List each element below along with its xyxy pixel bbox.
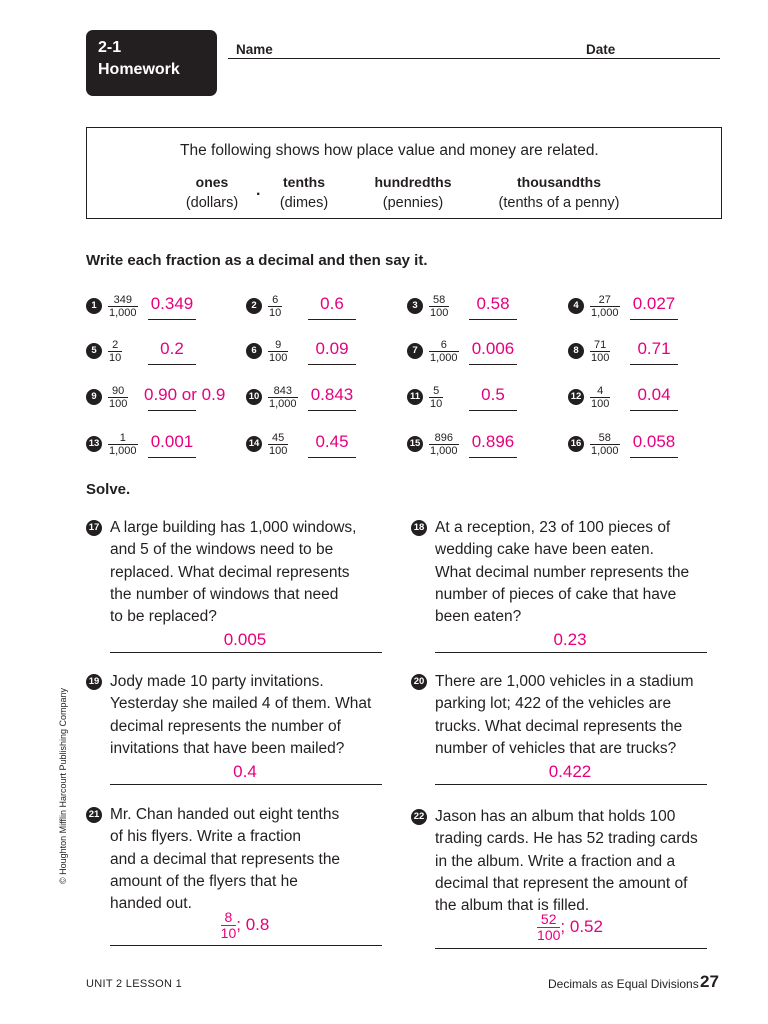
fraction-denominator: 10	[430, 398, 443, 410]
fraction-denominator: 10	[109, 352, 122, 364]
place-value-intro: The following shows how place value and money are related.	[180, 142, 599, 159]
problem-answer: 0.23	[553, 630, 587, 649]
fraction-numerator: 349	[113, 294, 132, 306]
answer-line	[308, 364, 356, 365]
exercise-answer: 0.349	[150, 294, 194, 313]
fraction-denominator: 100	[269, 352, 288, 364]
problem-text	[110, 671, 371, 760]
problem-number-badge: 19	[86, 674, 102, 690]
answer-line	[148, 410, 196, 411]
problem-text-line: and 5 of the windows need to be	[110, 541, 334, 559]
answer-line	[110, 945, 382, 946]
exercise-fraction	[429, 294, 449, 319]
fraction-denominator: 100	[537, 927, 561, 943]
answer-line	[630, 410, 678, 411]
problem-text-line: Yesterday she mailed 4 of them. What	[110, 695, 372, 713]
pv-sub: (dimes)	[279, 195, 329, 211]
exercise-number-badge: 9	[86, 389, 102, 405]
answer-line	[308, 457, 356, 458]
fraction-denominator: 1,000	[430, 352, 458, 364]
exercise-fraction	[268, 432, 288, 457]
problem-text-line: What decimal number represents the	[435, 563, 690, 581]
exercise-number-badge: 4	[568, 298, 584, 314]
exercise-fraction	[590, 385, 610, 410]
problem-text-line: At a reception, 23 of 100 pieces of	[435, 519, 671, 536]
answer-line	[469, 319, 517, 320]
exercise-answer: 0.058	[632, 432, 676, 451]
solve-label: Solve.	[86, 481, 131, 498]
problem-number-badge: 18	[411, 520, 427, 536]
answer-line	[148, 364, 196, 365]
fraction-numerator: 2	[112, 339, 119, 351]
exercise-number-badge: 15	[407, 436, 423, 452]
answer-line	[148, 457, 196, 458]
fraction-denominator: 100	[269, 445, 288, 457]
problem-number-badge: 17	[86, 520, 102, 536]
decimal-point: .	[256, 182, 261, 199]
exercise-fraction	[590, 339, 610, 364]
exercise-number-badge: 2	[246, 298, 262, 314]
pv-head: thousandths	[517, 174, 601, 190]
pv-column-hundredths	[338, 172, 488, 213]
pv-head: hundredths	[374, 174, 452, 190]
problem-text-line: trucks. What decimal represents the	[435, 717, 683, 735]
fraction-denominator: 1,000	[109, 445, 137, 457]
problem-answer	[435, 912, 705, 943]
problem-text-line: in the album. Write a fraction and a	[435, 852, 676, 870]
fraction-denominator: 100	[109, 398, 128, 410]
answer-line	[308, 319, 356, 320]
fraction-denominator: 100	[430, 307, 449, 319]
answer-line	[110, 652, 382, 653]
exercise-number-badge: 10	[246, 389, 262, 405]
problem-text-line: A large building has 1,000 windows,	[110, 519, 357, 536]
answer-line	[435, 652, 707, 653]
pv-column-thousandths	[484, 172, 634, 213]
exercise-answer: 0.90 or 0.9	[144, 385, 226, 404]
fraction-denominator: 1,000	[109, 307, 137, 319]
exercise-answer: 0.04	[637, 385, 671, 404]
pv-head: ones	[195, 174, 229, 190]
problem-number-badge: 22	[411, 809, 427, 825]
exercise-number-badge: 12	[568, 389, 584, 405]
exercise-fraction	[108, 432, 138, 457]
exercise-answer: 0.027	[632, 294, 676, 313]
exercise-answer: 0.45	[315, 432, 349, 451]
pv-sub: (tenths of a penny)	[498, 195, 620, 211]
problem-text-line: parking lot; 422 of the vehicles are	[435, 695, 672, 713]
problem-text-line: handed out.	[110, 895, 192, 913]
answer-line	[435, 948, 707, 949]
exercise-answer: 0.006	[471, 339, 515, 358]
answer-line	[630, 364, 678, 365]
problem-text-line: There are 1,000 vehicles in a stadium	[435, 673, 694, 690]
exercise-answer: 0.09	[315, 339, 349, 358]
problem-text-line: decimal represents the number of	[110, 717, 341, 735]
exercise-fraction	[108, 339, 122, 364]
pv-sub: (pennies)	[382, 195, 444, 211]
exercise-answer: 0.6	[320, 294, 344, 313]
exercise-fraction	[429, 339, 459, 364]
problem-text-line: been eaten?	[435, 608, 522, 626]
exercise-fraction	[429, 385, 443, 410]
problem-text-line: trading cards. He has 52 trading cards	[435, 830, 698, 848]
fraction-numerator: 6	[272, 294, 279, 306]
problem-text-line: decimal that represent the amount of	[435, 874, 688, 892]
problem-answer: 0.005	[223, 630, 267, 649]
problem-text	[110, 517, 356, 628]
page-number: 27	[700, 972, 719, 991]
answer-line	[148, 319, 196, 320]
fraction-numerator: 5	[433, 385, 440, 397]
problem-text	[435, 671, 693, 760]
fraction-numerator: 1	[119, 432, 126, 444]
exercise-answer: 0.896	[471, 432, 515, 451]
exercise-number-badge: 16	[568, 436, 584, 452]
exercise-number-badge: 11	[407, 389, 423, 405]
problem-text-line: the album that is filled.	[435, 897, 590, 915]
exercise-fraction	[108, 294, 138, 319]
fraction-denominator: 10	[269, 307, 282, 319]
exercise-number-badge: 13	[86, 436, 102, 452]
answer-line	[630, 457, 678, 458]
exercise-fraction	[268, 385, 298, 410]
answer-line	[308, 410, 356, 411]
problem-answer	[110, 910, 380, 941]
answer-separator: ;	[236, 914, 241, 934]
answer-decimal: 0.52	[569, 916, 603, 936]
fraction-numerator: 52	[540, 911, 557, 927]
exercise-answer: 0.843	[310, 385, 354, 404]
problem-number-badge: 20	[411, 674, 427, 690]
answer-line	[469, 410, 517, 411]
answer-line	[630, 319, 678, 320]
lesson-number: 2-1	[98, 39, 122, 56]
problem-text-line: invitations that have been mailed?	[110, 739, 345, 757]
exercise-answer: 0.2	[160, 339, 184, 358]
fraction-numerator: 9	[275, 339, 282, 351]
footer-title: Decimals as Equal Divisions	[548, 977, 699, 991]
exercise-answer: 0.58	[476, 294, 510, 313]
exercise-fraction	[590, 432, 620, 457]
problem-answer: 0.422	[548, 762, 592, 781]
date-label: Date	[586, 42, 616, 57]
footer-unit-lesson: UNIT 2 LESSON 1	[86, 978, 182, 990]
problem-text-line: replaced. What decimal represents	[110, 563, 350, 581]
answer-line	[110, 784, 382, 785]
copyright-text: © Houghton Mifflin Harcourt Publishing Company	[58, 687, 68, 884]
instructions: Write each fraction as a decimal and then say it.	[86, 252, 428, 269]
fraction-numerator: 4	[597, 385, 604, 397]
answer-line	[469, 364, 517, 365]
problem-text-line: to be replaced?	[110, 608, 217, 626]
problem-text-line: wedding cake have been eaten.	[435, 541, 654, 559]
answer-fraction	[221, 910, 237, 941]
answer-line	[469, 457, 517, 458]
fraction-denominator: 100	[591, 352, 610, 364]
fraction-numerator: 27	[598, 294, 611, 306]
exercise-fraction	[108, 385, 128, 410]
fraction-numerator: 71	[594, 339, 607, 351]
problem-text	[435, 806, 698, 917]
problem-answer: 0.4	[233, 762, 257, 781]
problem-text-line: number of vehicles that are trucks?	[435, 739, 677, 757]
fraction-numerator: 6	[440, 339, 447, 351]
problem-text	[435, 517, 689, 628]
exercise-number-badge: 6	[246, 343, 262, 359]
fraction-denominator: 1,000	[591, 307, 619, 319]
copyright	[58, 684, 72, 884]
fraction-numerator: 58	[433, 294, 446, 306]
exercise-fraction	[268, 294, 282, 319]
fraction-denominator: 1,000	[591, 445, 619, 457]
fraction-denominator: 100	[591, 398, 610, 410]
lesson-badge	[86, 30, 217, 96]
problem-text-line: Jody made 10 party invitations.	[110, 673, 324, 690]
fraction-numerator: 58	[598, 432, 611, 444]
exercise-number-badge: 3	[407, 298, 423, 314]
answer-decimal: 0.8	[245, 914, 270, 934]
fraction-denominator: 1,000	[430, 445, 458, 457]
exercise-fraction	[429, 432, 459, 457]
answer-line	[435, 784, 707, 785]
problem-text-line: and a decimal that represents the	[110, 850, 341, 868]
pv-head: tenths	[283, 174, 325, 190]
fraction-numerator: 8	[224, 909, 233, 925]
problem-text	[110, 804, 340, 915]
problem-number-badge: 21	[86, 807, 102, 823]
fraction-denominator: 10	[220, 925, 237, 941]
problem-text-line: amount of the flyers that he	[110, 872, 298, 890]
exercise-answer: 0.5	[481, 385, 505, 404]
exercise-number-badge: 8	[568, 343, 584, 359]
fraction-numerator: 45	[272, 432, 285, 444]
problem-text-line: Mr. Chan handed out eight tenths	[110, 806, 340, 823]
fraction-denominator: 1,000	[269, 398, 297, 410]
answer-fraction	[537, 912, 560, 943]
pv-sub: (dollars)	[185, 195, 239, 211]
problem-text-line: of his flyers. Write a fraction	[110, 828, 301, 846]
exercise-answer: 0.71	[637, 339, 671, 358]
exercise-number-badge: 14	[246, 436, 262, 452]
exercise-answer: 0.001	[150, 432, 194, 451]
fraction-numerator: 90	[112, 385, 125, 397]
exercise-number-badge: 7	[407, 343, 423, 359]
name-date-line	[228, 58, 720, 59]
fraction-numerator: 896	[434, 432, 453, 444]
exercise-number-badge: 1	[86, 298, 102, 314]
problem-text-line: Jason has an album that holds 100	[435, 808, 676, 825]
fraction-numerator: 843	[273, 385, 292, 397]
answer-separator: ;	[560, 916, 566, 936]
exercise-number-badge: 5	[86, 343, 102, 359]
name-label: Name	[236, 42, 273, 57]
lesson-type: Homework	[98, 61, 180, 78]
exercise-fraction	[590, 294, 620, 319]
problem-text-line: number of pieces of cake that have	[435, 585, 677, 603]
exercise-fraction	[268, 339, 288, 364]
problem-text-line: the number of windows that need	[110, 585, 339, 603]
